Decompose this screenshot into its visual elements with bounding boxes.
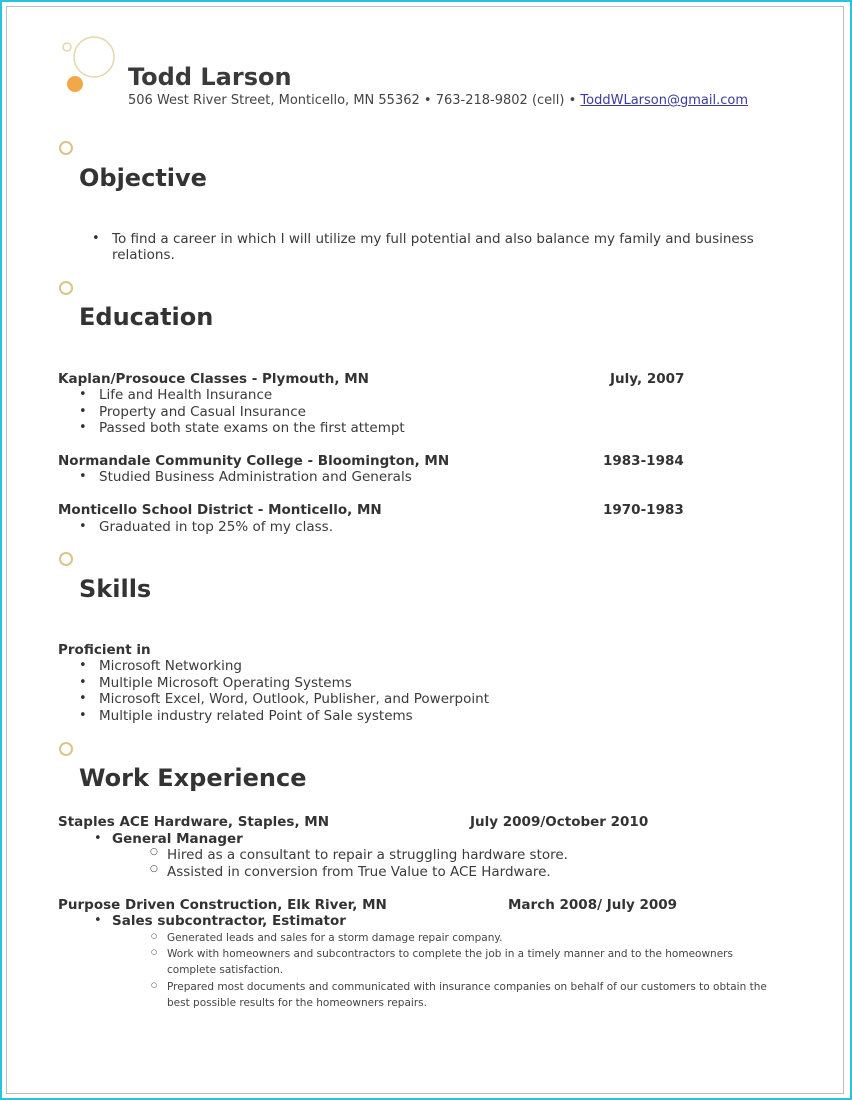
job-title: Sales subcontractor, Estimator — [112, 913, 346, 929]
objective-text-line1: To find a career in which I will utilize my full potential and also balance my family and business — [112, 231, 754, 247]
bullet-icon: • — [79, 519, 87, 534]
bullet-icon: • — [94, 831, 102, 846]
school-date: 1970-1983 — [603, 502, 684, 518]
decorative-circles-icon — [55, 33, 121, 99]
bullet-icon: • — [79, 420, 87, 435]
bullet-icon: • — [79, 469, 87, 484]
bullet-icon: • — [94, 913, 102, 928]
sub-bullet-icon: ○ — [150, 864, 158, 874]
bullet-icon: • — [79, 675, 87, 690]
contact-line: 506 West River Street, Monticello, MN 55362 • 763-218-9802 (cell) • ToddWLarson@gmail.com — [128, 93, 748, 108]
employer-name: Purpose Driven Construction, Elk River, MN — [58, 897, 387, 913]
list-item: Property and Casual Insurance — [99, 404, 306, 420]
employer-name: Staples ACE Hardware, Staples, MN — [58, 814, 330, 830]
school-date: July, 2007 — [610, 371, 685, 387]
duty-item: Hired as a consultant to repair a struggling hardware store. — [167, 847, 568, 863]
duty-item: Generated leads and sales for a storm damage repair company. — [167, 932, 503, 944]
job-date: March 2008/ July 2009 — [508, 897, 678, 913]
section-marker-icon — [59, 141, 73, 155]
section-marker-icon — [59, 552, 73, 566]
bullet-icon: • — [79, 691, 87, 706]
objective-text-line2: relations. — [112, 247, 175, 263]
skills-subheading: Proficient in — [58, 642, 151, 658]
bullet-icon: • — [79, 387, 87, 402]
school-name: Normandale Community College - Bloomington, MN — [58, 453, 450, 469]
candidate-name: Todd Larson — [128, 63, 292, 91]
list-item: Passed both state exams on the first attempt — [99, 420, 405, 436]
email-link[interactable]: ToddWLarson@gmail.com — [580, 93, 748, 108]
sub-bullet-icon: ○ — [151, 981, 158, 989]
list-item: Studied Business Administration and Generals — [99, 469, 412, 485]
list-item: Microsoft Excel, Word, Outlook, Publisher, and Powerpoint — [99, 691, 489, 707]
bullet-icon: • — [79, 404, 87, 419]
education-heading: Education — [79, 303, 214, 331]
school-date: 1983-1984 — [603, 453, 684, 469]
duty-item-continued: best possible results for the homeowners repairs. — [167, 997, 427, 1009]
job-date: July 2009/October 2010 — [470, 814, 649, 830]
school-name: Monticello School District - Monticello, MN — [58, 502, 382, 518]
skills-heading: Skills — [79, 575, 152, 603]
document-page — [6, 6, 844, 1094]
phone: 763-218-9802 (cell) — [435, 93, 565, 108]
address: 506 West River Street, Monticello, MN 55362 — [128, 93, 420, 108]
list-item: Multiple Microsoft Operating Systems — [99, 675, 352, 691]
duty-item-continued: complete satisfaction. — [167, 964, 284, 976]
sub-bullet-icon: ○ — [151, 948, 158, 956]
bullet-icon: • — [92, 231, 100, 246]
list-item: Multiple industry related Point of Sale systems — [99, 708, 413, 724]
duty-item: Prepared most documents and communicated with insurance companies on behalf of our customers to obtain the — [167, 981, 767, 993]
work-heading: Work Experience — [79, 764, 307, 792]
objective-heading: Objective — [79, 164, 207, 192]
list-item: Graduated in top 25% of my class. — [99, 519, 333, 535]
duty-item: Work with homeowners and subcontractors to complete the job in a timely manner and to the homeowners — [167, 948, 733, 960]
job-title: General Manager — [112, 831, 243, 847]
school-name: Kaplan/Prosouce Classes - Plymouth, MN — [58, 371, 369, 387]
duty-item: Assisted in conversion from True Value to ACE Hardware. — [167, 864, 551, 880]
bullet-icon: • — [79, 658, 87, 673]
list-item: Microsoft Networking — [99, 658, 242, 674]
section-marker-icon — [59, 742, 73, 756]
sub-bullet-icon: ○ — [150, 847, 158, 857]
section-marker-icon — [59, 281, 73, 295]
bullet-icon: • — [79, 708, 87, 723]
sub-bullet-icon: ○ — [151, 932, 158, 940]
list-item: Life and Health Insurance — [99, 387, 273, 403]
